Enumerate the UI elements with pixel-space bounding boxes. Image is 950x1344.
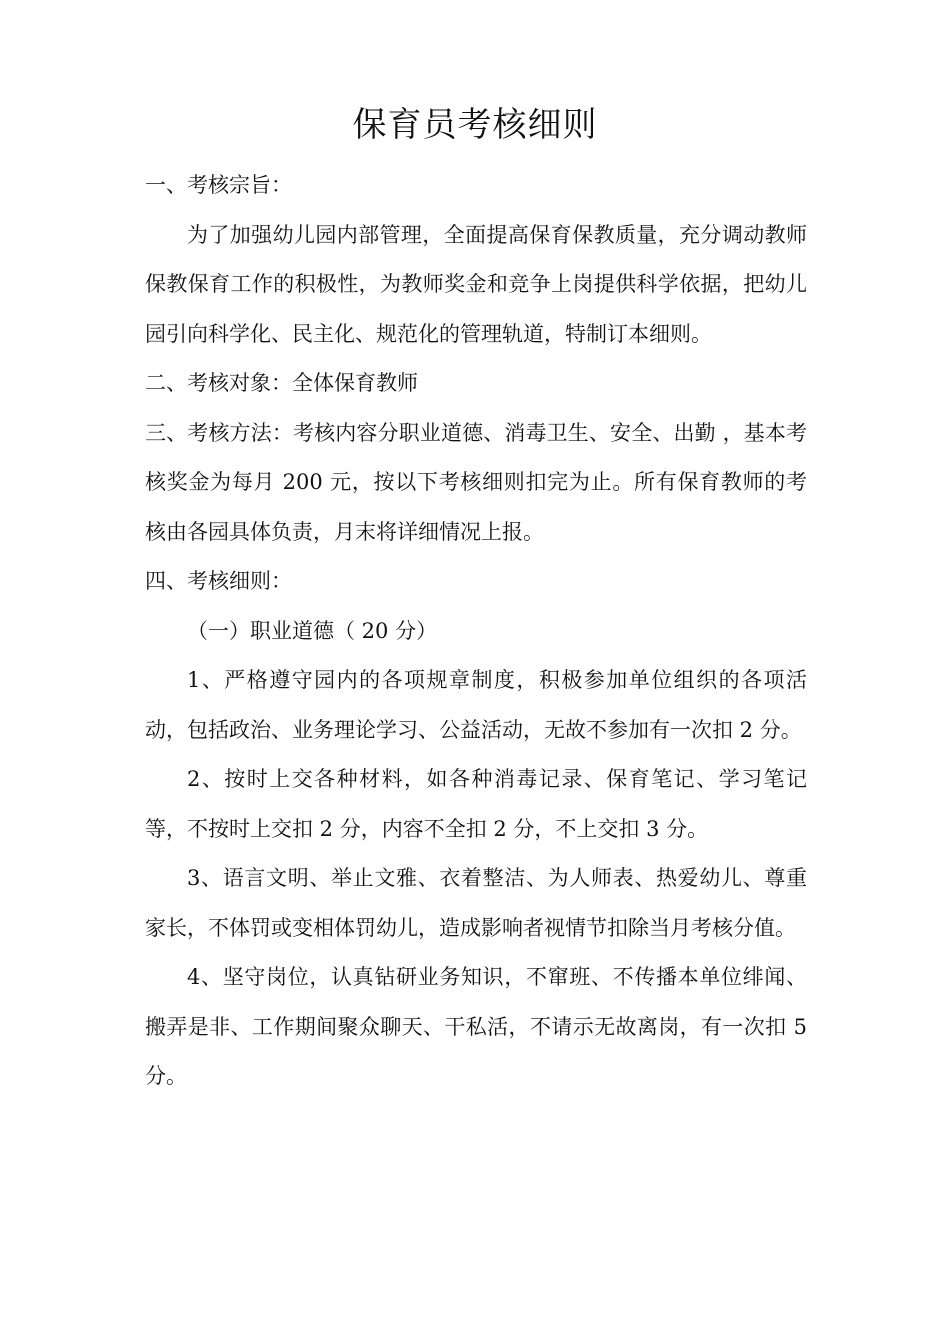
rule-item-4: 4、坚守岗位，认真钻研业务知识，不窜班、不传播本单位绯闻、搬弄是非、工作期间聚众聊天、干私活，不请示无故离岗，有一次扣 5 分。: [145, 965, 807, 1088]
section-heading-purpose: 一、考核宗旨：: [145, 173, 292, 197]
subsection-heading-ethics: （一）职业道德（ 20 分）: [187, 618, 438, 643]
rule-item-1: 1、严格遵守园内的各项规章制度，积极参加单位组织的各项活动，包括政治、业务理论学习、公益活动，无故不参加有一次扣 2 分。: [145, 668, 807, 742]
paragraph-purpose: 为了加强幼儿园内部管理，全面提高保育保教质量，充分调动教师保教保育工作的积极性，为教师奖金和竞争上岗提供科学依据，把幼儿园引向科学化、民主化、规范化的管理轨道，特制订本细则。: [145, 222, 807, 346]
section-method: 三、考核方法：考核内容分职业道德、消毒卫生、安全、出勤 ，基本考核奖金为每月 200 元，按以下考核细则扣完为止。所有保育教师的考核由各园具体负责，月末将详细情况上报。: [145, 420, 807, 544]
section-heading-rules: 四、考核细则：: [145, 569, 292, 593]
rule-item-3: 3、语言文明、举止文雅、衣着整洁、为人师表、热爱幼儿、尊重家长，不体罚或变相体罚幼儿，造成影响者视情节扣除当月考核分值。: [145, 866, 807, 940]
rule-item-2: 2、按时上交各种材料，如各种消毒记录、保育笔记、学习笔记等，不按时上交扣 2 分，内容不全扣 2 分，不上交扣 3 分。: [145, 767, 807, 841]
section-heading-target: 二、考核对象：全体保育教师: [145, 371, 418, 395]
document-body: [145, 161, 807, 1102]
document-title: 保育员考核细则: [352, 105, 598, 145]
